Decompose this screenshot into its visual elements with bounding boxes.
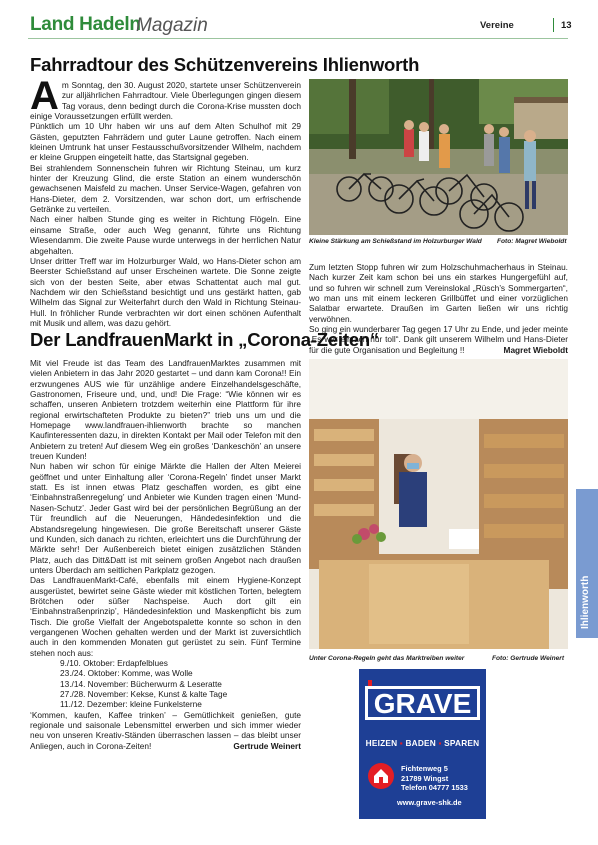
header-separator bbox=[553, 18, 554, 32]
photo-cycling-group bbox=[309, 79, 568, 235]
photo-market-stall bbox=[309, 359, 568, 649]
article1-paragraph: Bei strahlendem Sonnenschein fuhren wir Richtung Steinau, um kurz hinter der Kreuzung Glind, die erste Station an einem wunderschön gewachsenen Maisfeld zu machen. Unser Service-Wagen, gefahren von Hans-Dieter, dem 2. Vorsitzenden, war schon dort, um erfrischende Getränke zu verteilen. bbox=[30, 162, 301, 215]
market-date-item: 9./10. Oktober: Erdapfelblues bbox=[60, 657, 168, 668]
grave-logo bbox=[365, 680, 480, 726]
article1-author: Magret Wieboldt bbox=[503, 344, 568, 355]
side-tab-label: Ihlienworth bbox=[580, 575, 591, 629]
article1-paragraph: Zum letzten Stopp fuhren wir zum Holzschuhmacherhaus in Steinau. Nach kurzer Zeit kam schon bei uns ein starkes Hungergefühl auf, und so fuhren wir schnell zum Vereinslokal „Rüsch’s Sommergarten“, wo man uns mit einem leckeren Grillbüffet und einer vorzüglichen Salatbar erwartete. Draußen im Garten ließen wir uns richtig verwöhnen. bbox=[309, 262, 568, 324]
article2-title: Der LandfrauenMarkt in „Corona-Zeiten“ bbox=[30, 329, 380, 350]
side-tab-ihlienworth bbox=[576, 489, 598, 638]
grave-website[interactable]: www.grave-shk.de bbox=[397, 798, 462, 807]
article2-paragraph: Das LandfrauenMarkt-Café, ebenfalls mit einem Hygiene-Konzept ausgerüstet, bewirtet seine Gäste wieder mit köstlichen Torten, belegtem Brötchen oder süßer Nachspeise. Auch dort gilt ein ‘Einbahnstraßenprinzip’, Händedesinfektion und Maskenpflicht bis zum Tisch. Die große Vielfalt der Angebotspalette konnte so schon in den vergangenen Wochen gehalten werden und der Markt ist zuversichtlich auch in den kommenden Monaten gut gerüstet zu sein. Fünf Termine stehen noch aus: bbox=[30, 575, 301, 658]
article2-paragraph: ‘Kommen, kaufen, Kaffee trinken’ – Gemütlichkeit genießen, gute regionale und saisonale Lebensmittel erwerben und sich immer wieder neu von unseren Kreativ-Ständen überraschen lassen – das bleibt unser Anliegen, auch in Corona-Zeiten! Gertrude Weinert bbox=[30, 709, 301, 751]
article1-photo-caption: Kleine Stärkung am Schießstand im Holzurburger Wald bbox=[309, 238, 482, 245]
article2-photo-caption: Unter Corona-Regeln geht das Marktreiben weiter bbox=[309, 655, 465, 662]
grave-advertisement bbox=[359, 669, 486, 819]
market-dates-list bbox=[30, 658, 301, 710]
article2-photo-credit: Foto: Gertrude Weinert bbox=[492, 655, 565, 662]
article2-author: Gertrude Weinert bbox=[233, 740, 301, 751]
article1-paragraph: Pünktlich um 10 Uhr haben wir uns auf dem Alten Schulhof mit 29 Gästen, geputzten Fahrrädern und guter Laune getroffen. Nach einem kleinen Umtrunk hat unser Festausschußvorsitzender Wilhelm, nachdem er kleine Gruppen eingeteilt hatte, das Startsignal gegeben. bbox=[30, 121, 301, 163]
market-date-item: 11./12. Dezember: kleine Funkelsterne bbox=[60, 699, 202, 710]
article1-paragraph: Unser dritter Treff war im Holzurburger Wald, wo Hans-Dieter schon am Beerster Schießstand auf unser Erscheinen wartete. Die Sonne zeigte sich von der besten Seite, aber etwas Schattentat auch mal gut. Nachdem wir den Schießstand besichtigt und uns gestärkt hatten, gab Wilhelm das Signal zur Weiterfahrt durch den Wald in Richtung Steinau-Hull. In fröhlicher Runde verbrachten wir dort einen schönen Aufenthalt mit Musik und allem, was dazu gehört. bbox=[30, 255, 301, 328]
article1-paragraph: So ging ein wunderbarer Tag gegen 17 Uhr zu Ende, und jeder meinte „Es war einfach nur toll“. Dank gilt unserem Wilhelm und Hans-Dieter für die gute Organisation und Begleitung !! Magret Wieboldt bbox=[309, 324, 568, 355]
magazine-logo: Land Hadeln bbox=[30, 14, 141, 35]
house-icon bbox=[368, 763, 394, 789]
market-date-item: 23./24. Oktober: Komme, was Wolle bbox=[60, 668, 193, 679]
grave-address: Fichtenweg 5 21789 Wingst Telefon 04777 1533 bbox=[401, 764, 468, 792]
grave-tagline: HEIZEN ▪ BADEN ▪ SPAREN bbox=[365, 738, 480, 748]
page-number: 13 bbox=[561, 20, 572, 31]
article2-paragraph: Nun haben wir schon für einige Märkte die Hallen der Alten Meierei geöffnet und unter Einhaltung aller ‘Corona-Regeln’ findet unser Markt statt. Es ist innen etwas Platz geschaffen worden, es gibt eine ‘Einbahnstraßenregelung’ und Anbieter wie Kunden tragen einen ‘Mund-Nasen-Schutz’. Jeder Gast wird bei der persönlichen Begrüßung an der Tür freundlich auf die Neuerungen, Händedesinfektion und die Abstandsregelung hingewiesen. Die große Bereitschaft unserer Gäste und Kunden, sich danach zu richten, erleichtert uns die Durchführung der Märkte sehr! Der Außenbereich bietet einigen zusätzlichen Ständen Platz, auch das Ditt&Datt ist mit seinem großen Angebot nach draußen unters Überdach am seitlichen Parkplatz gezogen. bbox=[30, 461, 301, 575]
article1-body-left bbox=[30, 74, 301, 328]
article1-title: Fahrradtour des Schützenvereins Ihlienworth bbox=[30, 54, 420, 75]
article1-paragraph: Nach einer halben Stunde ging es weiter in Richtung Flögeln. Eine einsame Straße, oder auch Weg genannt, führte uns Richtung Wiesendamm. Die zweite Pause wurde unterwegs in der herrlichen Natur abgehalten. bbox=[30, 214, 301, 256]
header-rule bbox=[28, 38, 568, 39]
svg-text:GRAVE: GRAVE bbox=[373, 688, 472, 719]
market-date-item: 27./28. November: Kekse, Kunst & kalte Tage bbox=[60, 689, 228, 699]
article1-dropcap: A bbox=[30, 74, 59, 118]
section-name: Vereine bbox=[480, 20, 514, 31]
market-date-item: 13./14. November: Bücherwurm & Leseratte bbox=[60, 678, 222, 689]
article2-paragraph: Mit viel Freude ist das Team des LandfrauenMarktes zusammen mit vielen Anbietern in das Jahr 2020 gestartet – und dann kam Corona!! Ein erzwungenes AUS wie für unzählige andere Einzelhandelsgeschäfte, Gastronomen, Friseure und, und, und! Die Frage: “Wie können wir es schaffen, unseren Anbietern trotzdem weiterhin eine Plattform für ihre regional erwirtschafteten Produkte zu bieten?” trieb uns um und die Homepage www.landfrauen-ihlienworth brachte so manchen Kaufinteressenten dazu, in direkten Kontakt per Mail oder Telefon mit den Anbietern zu treten! Auf diesem Weg ein großes ‘Dankeschön’ an unsere treuen Kunden! bbox=[30, 358, 301, 462]
article1-paragraph: m Sonntag, den 30. August 2020, startete unser Schützenverein zur alljährlichen Fahrradtour. Viele Überlegungen gingen diesem Tag voraus, denn bedingt durch die Corona-Krise mussten doch einige Voraussetzungen erfüllt werden. bbox=[30, 80, 301, 122]
article1-photo-credit: Foto: Magret Wieboldt bbox=[497, 238, 567, 245]
article2-body bbox=[30, 358, 301, 751]
magazine-logo-subtitle: Magazin bbox=[136, 15, 208, 36]
